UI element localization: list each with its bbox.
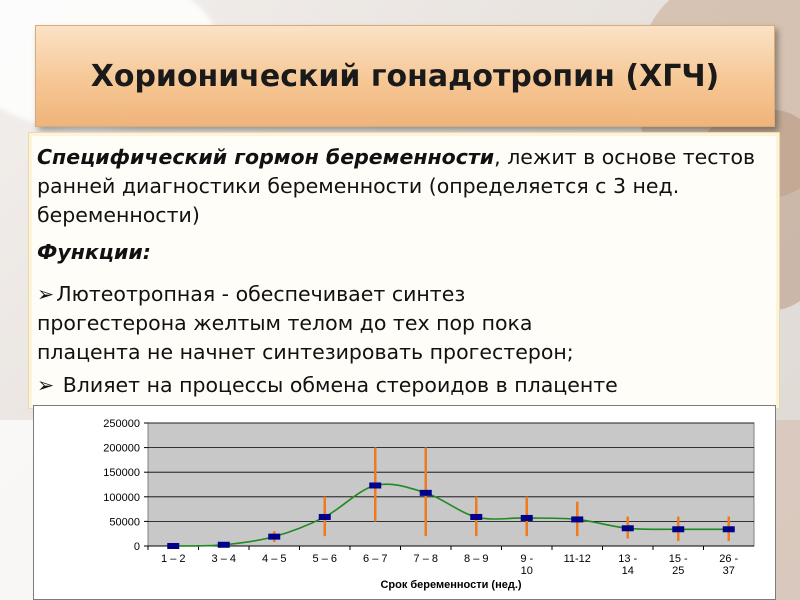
x-tick-label: 11-12 [563,553,591,565]
x-tick-label: 15 -25 [668,553,688,577]
intro-paragraph [37,143,775,230]
y-tick-label: 200000 [103,442,140,455]
bullet-1-line-3: плацента не начнет синтезировать прогестерон; [37,340,574,364]
x-tick-label: 7 – 8 [413,553,438,565]
y-tick-label: 100000 [103,491,140,504]
data-point [521,515,533,521]
functions-heading: Функции: [37,240,151,264]
y-tick-label: 250000 [103,418,140,430]
data-point [470,514,482,520]
x-tick-label: 8 – 9 [464,553,489,565]
intro-bold-text: Специфический гормон беременности [37,145,495,169]
data-point [167,543,179,549]
title-banner [35,25,775,127]
arrow-bullet-icon: ➢ [37,373,55,397]
x-tick-label: 3 – 4 [211,553,236,565]
data-point [218,542,230,548]
y-tick-label: 50000 [109,516,140,529]
bullet-2-text: Влияет на процессы обмена стероидов в плаценте [56,373,618,397]
bullet-1-line-1: Лютеотропная - обеспечивает синтез [56,282,466,306]
content-panel [28,132,780,409]
y-tick-label: 0 [133,541,140,553]
data-point [420,490,432,496]
data-point [672,526,684,532]
x-tick-label: 26 -37 [719,553,739,577]
data-point [571,516,583,522]
x-axis-label: Срок беременности (нед.) [380,579,522,591]
x-tick-label: 13 -14 [618,553,638,577]
plot-background [148,423,754,546]
data-point [622,525,634,531]
x-tick-label: 9 -10 [520,553,534,577]
data-point [723,526,735,532]
data-point [268,534,280,540]
data-point [319,514,331,520]
bullet-1-line-2: прогестерона желтым телом до тех пор пока [37,311,533,335]
slide-title: Хорионический гонадотропин (ХГЧ) [90,59,720,94]
intro-rest-text: , лежит в основе тестов ранней диагностики беременности (определяется с 3 нед. беременности) [37,145,756,227]
x-tick-label: 1 – 2 [161,553,186,565]
bullet-item-1 [37,280,775,367]
y-tick-label: 150000 [103,467,140,480]
x-tick-label: 5 – 6 [312,553,337,565]
arrow-bullet-icon: ➢ [37,282,55,306]
x-tick-label: 6 – 7 [363,553,388,565]
bullet-item-2 [37,371,775,400]
chart-svg [34,406,775,599]
data-point [369,482,381,488]
x-tick-label: 4 – 5 [262,553,287,565]
hcg-chart [33,405,776,600]
